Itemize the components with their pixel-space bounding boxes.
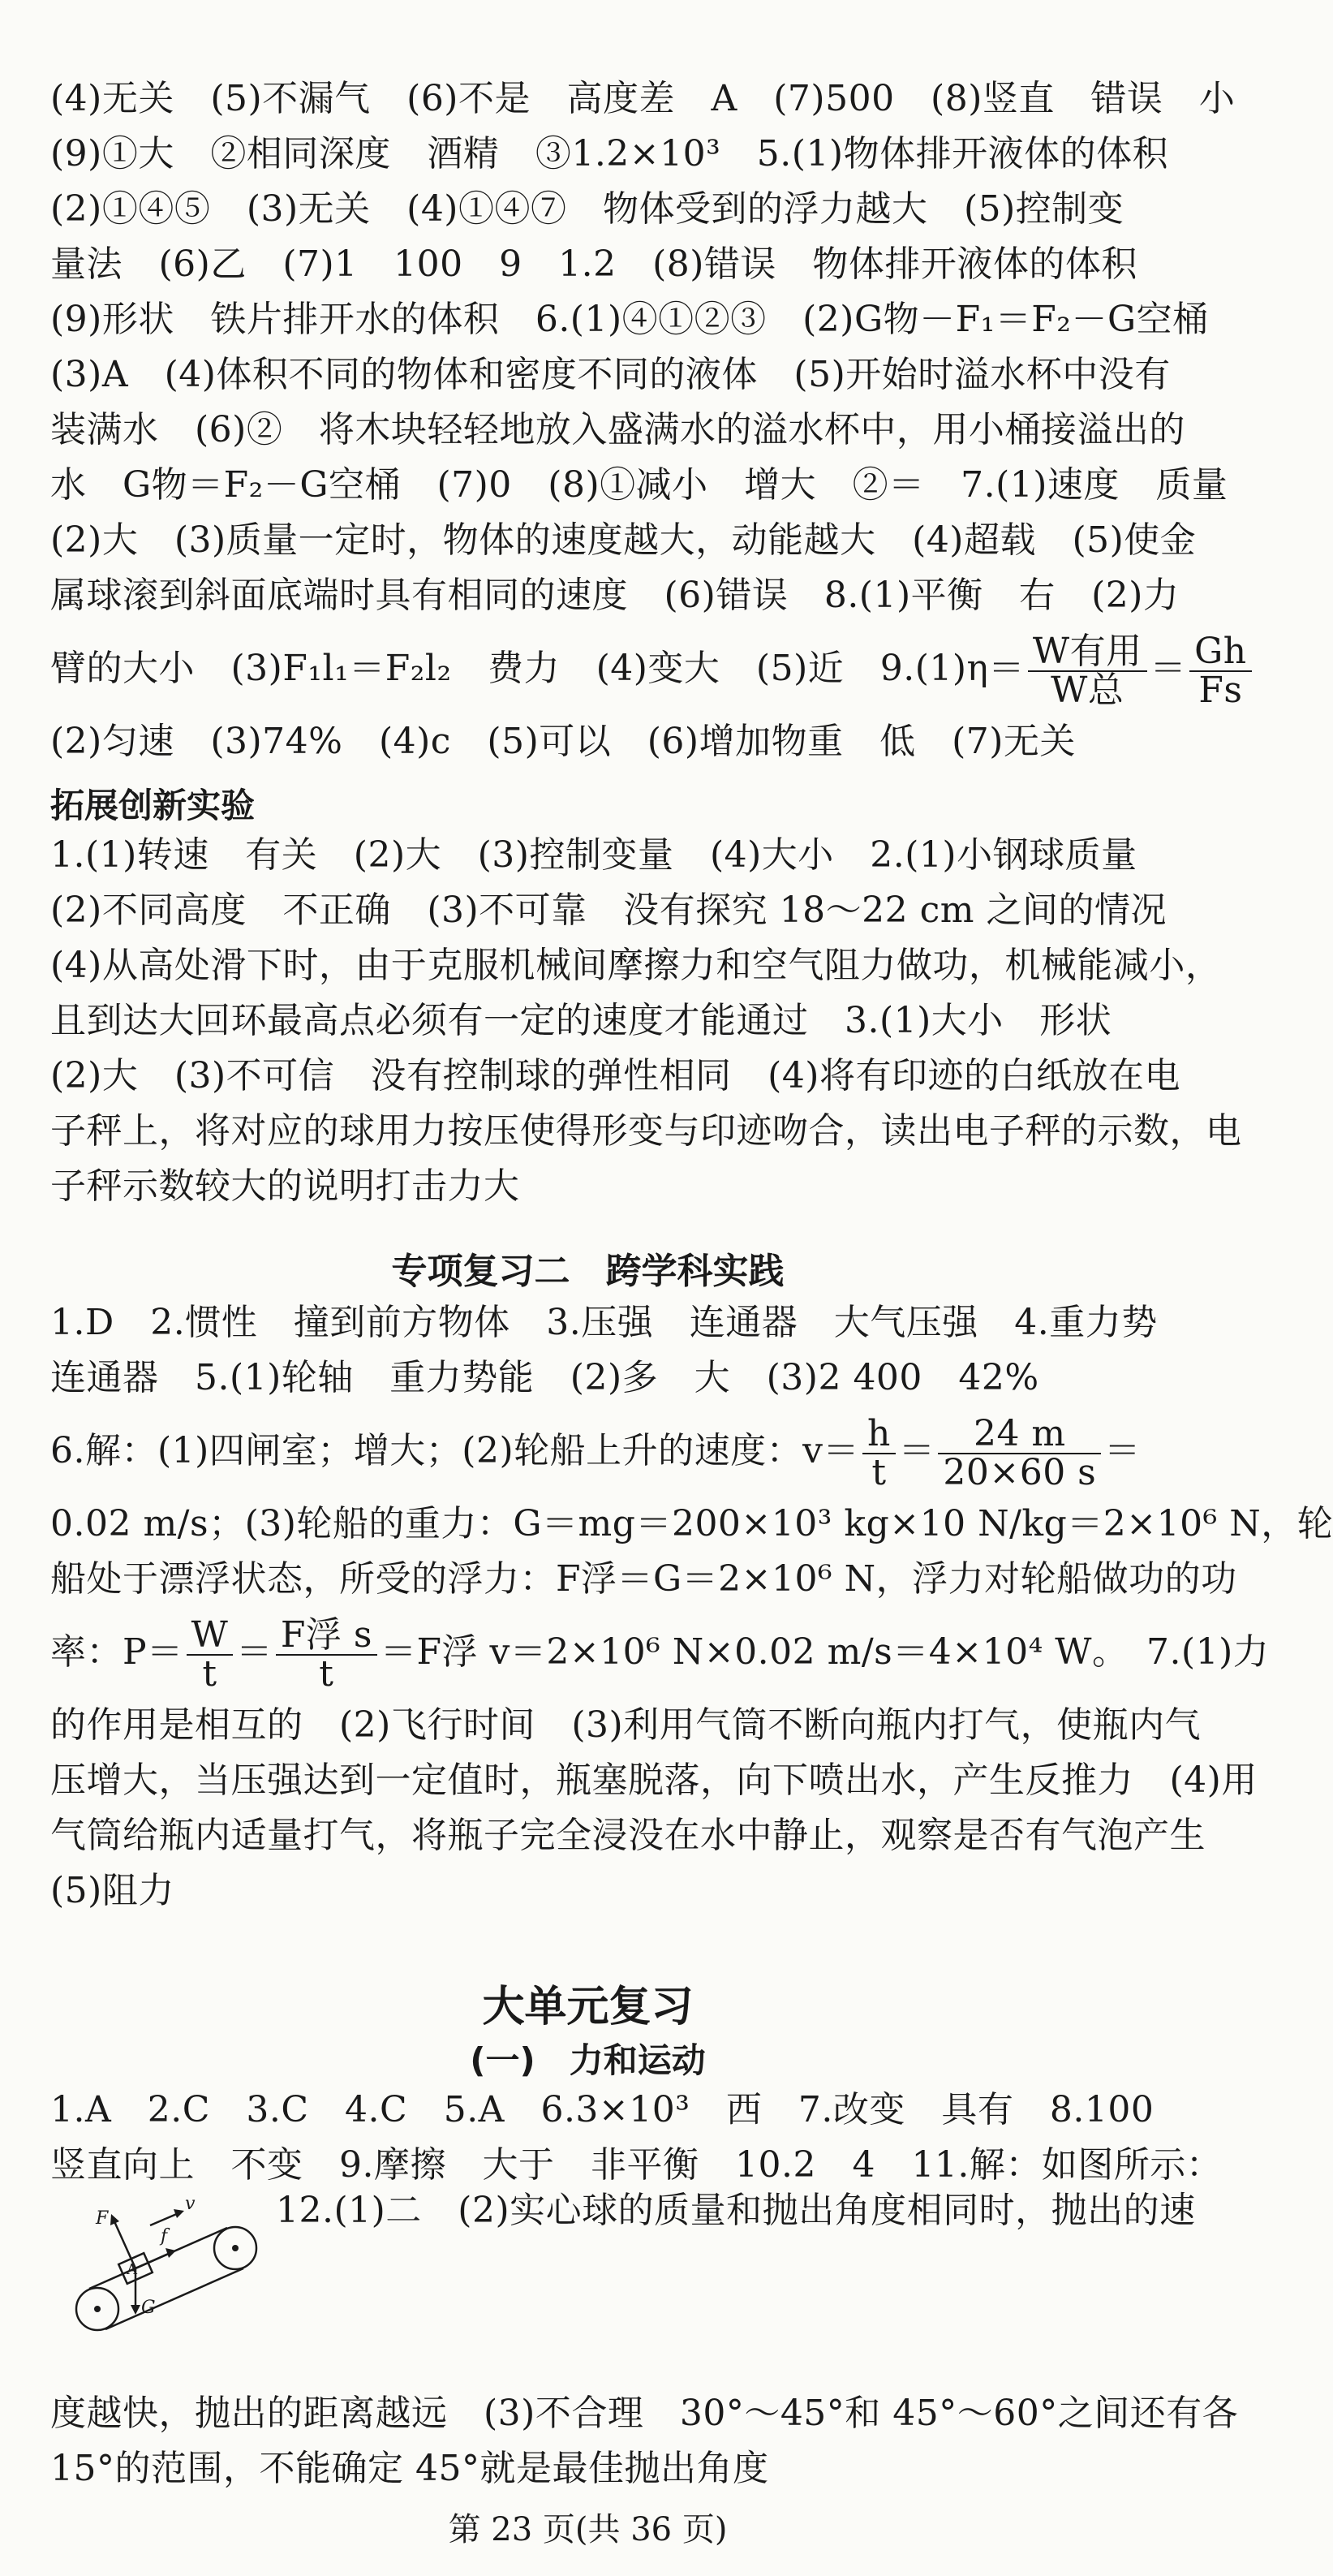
answer-line: (2)匀速 (3)74% (4)c (5)可以 (6)增加物重 低 (7)无关 (50, 721, 1076, 762)
page-footer: 第 23 页(共 36 页) (448, 2511, 728, 2548)
answer-line: (9)①大 ②相同深度 酒精 ③1.2×10³ 5.(1)物体排开液体的体积 (50, 133, 1169, 174)
answer-line: (2)不同高度 不正确 (3)不可靠 没有探究 18～22 cm 之间的情况 (50, 890, 1167, 931)
answer-line: (5)阻力 (50, 1870, 174, 1911)
section-heading-special: 专项复习二 跨学科实践 (391, 1251, 785, 1292)
answer-line: (2)①④⑤ (3)无关 (4)①④⑦ 物体受到的浮力越大 (5)控制变 (50, 188, 1124, 230)
gravity-arrowhead (131, 2305, 140, 2315)
lower-axle (94, 2306, 101, 2312)
answer-line: 1.(1)转速 有关 (2)大 (3)控制变量 (4)大小 2.(1)小钢球质量 (50, 834, 1137, 876)
answer-line: 的作用是相互的 (2)飞行时间 (3)利用气筒不断向瓶内打气，使瓶内气 (50, 1704, 1202, 1746)
formula-text: 率：P＝ (50, 1631, 183, 1673)
answer-line: 度越快，抛出的距离越远 (3)不合理 30°～45°和 45°～60°之间还有各 (50, 2393, 1239, 2434)
answers-block-1 (50, 71, 1247, 769)
answers-block-3 (50, 1295, 1333, 1919)
fraction-denominator: t (319, 1652, 334, 1695)
answer-line: (4)无关 (5)不漏气 (6)不是 高度差 A (7)500 (8)竖直 错误 小 (50, 78, 1236, 119)
power-formula-line (50, 1607, 1270, 1698)
unit-review-heading: 大单元复习 (482, 1983, 694, 2031)
fraction (938, 1412, 1101, 1493)
equals-sign: ＝ (1104, 1430, 1141, 1471)
answer-line: 连通器 5.(1)轮轴 重力势能 (2)多 大 (3)2 400 42% (50, 1357, 1039, 1398)
fraction-denominator: t (202, 1652, 217, 1695)
answer-line: 竖直向上 不变 9.摩擦 大于 非平衡 10.2 4 11.解：如图所示： (50, 2144, 1223, 2186)
fraction (1189, 630, 1252, 711)
section-heading-extension: 拓展创新实验 (50, 786, 256, 825)
answer-line: (2)大 (3)不可信 没有控制球的弹性相同 (4)将有印迹的白纸放在电 (50, 1055, 1180, 1096)
friction-arrowhead (166, 2248, 176, 2258)
velocity-formula-line (50, 1406, 1141, 1497)
velocity-arrow (150, 2213, 178, 2225)
fraction (862, 1412, 896, 1493)
answers-block-6 (50, 2386, 1239, 2496)
fraction-numerator: 24 m (938, 1415, 1101, 1454)
label-v: v (185, 2194, 196, 2214)
answer-line: 12.(1)二 (2)实心球的质量和抛出角度相同时，抛出的速 (276, 2190, 1196, 2231)
equals-sign: ＝ (898, 1430, 935, 1471)
answer-line: 且到达大回环最高点必须有一定的速度才能通过 3.(1)大小 形状 (50, 1000, 1112, 1041)
fraction-denominator: 20×60 s (943, 1451, 1097, 1493)
efficiency-formula-line (50, 623, 1247, 714)
answer-line: 量法 (6)乙 (7)1 100 9 1.2 (8)错误 物体排开液体的体积 (50, 243, 1137, 285)
answers-block-2 (50, 828, 1242, 1214)
answer-line: (4)从高处滑下时，由于克服机械间摩擦力和空气阻力做功，机械能减小， (50, 945, 1222, 986)
fraction-numerator: W (187, 1617, 234, 1656)
answer-line: 1.A 2.C 3.C 4.C 5.A 6.3×10³ 西 7.改变 具有 8.100 (50, 2089, 1155, 2130)
answer-line: 子秤上，将对应的球用力按压使得形变与印迹吻合，读出电子秤的示数，电 (50, 1110, 1242, 1152)
question-12 (276, 2183, 1196, 2238)
answer-line: 水 G物＝F₂－G空桶 (7)0 (8)①减小 增大 ②＝ 7.(1)速度 质量 (50, 464, 1228, 506)
label-A: A (127, 2261, 137, 2278)
fraction-numerator: h (862, 1415, 896, 1454)
answers-block-5 (50, 2083, 1223, 2193)
label-f: f (161, 2226, 168, 2246)
fraction (1028, 630, 1147, 711)
fraction (187, 1613, 234, 1695)
answer-line: 1.D 2.惯性 撞到前方物体 3.压强 连通器 大气压强 4.重力势 (50, 1302, 1158, 1343)
answer-line: 属球滚到斜面底端时具有相同的速度 (6)错误 8.(1)平衡 右 (2)力 (50, 575, 1180, 616)
fraction-numerator: Gh (1189, 633, 1252, 672)
answer-line: 船处于漂浮状态，所受的浮力：F浮＝G＝2×10⁶ N，浮力对轮船做功的功 (50, 1558, 1237, 1600)
answer-line: 0.02 m/s；(3)轮船的重力：G＝mg＝200×10³ kg×10 N/kg＝2×10⁶ N，轮 (50, 1503, 1333, 1544)
answer-line: 子秤示数较大的说明打击力大 (50, 1165, 520, 1207)
upper-axle (232, 2245, 239, 2251)
equals-sign: ＝ (236, 1631, 273, 1673)
label-G: G (141, 2298, 156, 2318)
conveyor-diagram (65, 2183, 276, 2346)
answer-line: 压增大，当压强达到一定值时，瓶塞脱落，向下喷出水，产生反推力 (4)用 (50, 1760, 1258, 1801)
answer-line: (2)大 (3)质量一定时，物体的速度越大，动能越大 (4)超载 (5)使金 (50, 519, 1197, 561)
fraction-denominator: Fs (1198, 669, 1243, 711)
conveyor-figure (65, 2183, 276, 2346)
equals-sign: ＝ (1150, 648, 1187, 689)
label-F: F (96, 2208, 109, 2229)
answer-line: 气筒给瓶内适量打气，将瓶子完全浸没在水中静止，观察是否有气泡产生 (50, 1815, 1206, 1856)
fraction (276, 1613, 377, 1695)
fraction-denominator: t (871, 1451, 887, 1493)
fraction-numerator: W有用 (1028, 633, 1147, 672)
answer-line: (9)形状 铁片排开水的体积 6.(1)④①②③ (2)G物－F₁＝F₂－G空桶 (50, 299, 1209, 340)
formula-text: ＝F浮 v＝2×10⁶ N×0.02 m/s＝4×10⁴ W。 7.(1)力 (380, 1631, 1270, 1673)
fraction-denominator: W总 (1051, 669, 1124, 711)
answer-line: 装满水 (6)② 将木块轻轻地放入盛满水的溢水杯中，用小桶接溢出的 (50, 409, 1185, 450)
answer-line: (3)A (4)体积不同的物体和密度不同的液体 (5)开始时溢水杯中没有 (50, 354, 1171, 395)
formula-text: 6.解：(1)四闸室；增大；(2)轮船上升的速度：v＝ (50, 1430, 859, 1471)
subsection-heading: (一) 力和运动 (470, 2040, 706, 2080)
fraction-numerator: F浮 s (276, 1617, 377, 1656)
formula-text: 臂的大小 (3)F₁l₁＝F₂l₂ 费力 (4)变大 (5)近 9.(1)η＝ (50, 648, 1025, 689)
answer-line: 15°的范围，不能确定 45°就是最佳抛出角度 (50, 2448, 769, 2489)
